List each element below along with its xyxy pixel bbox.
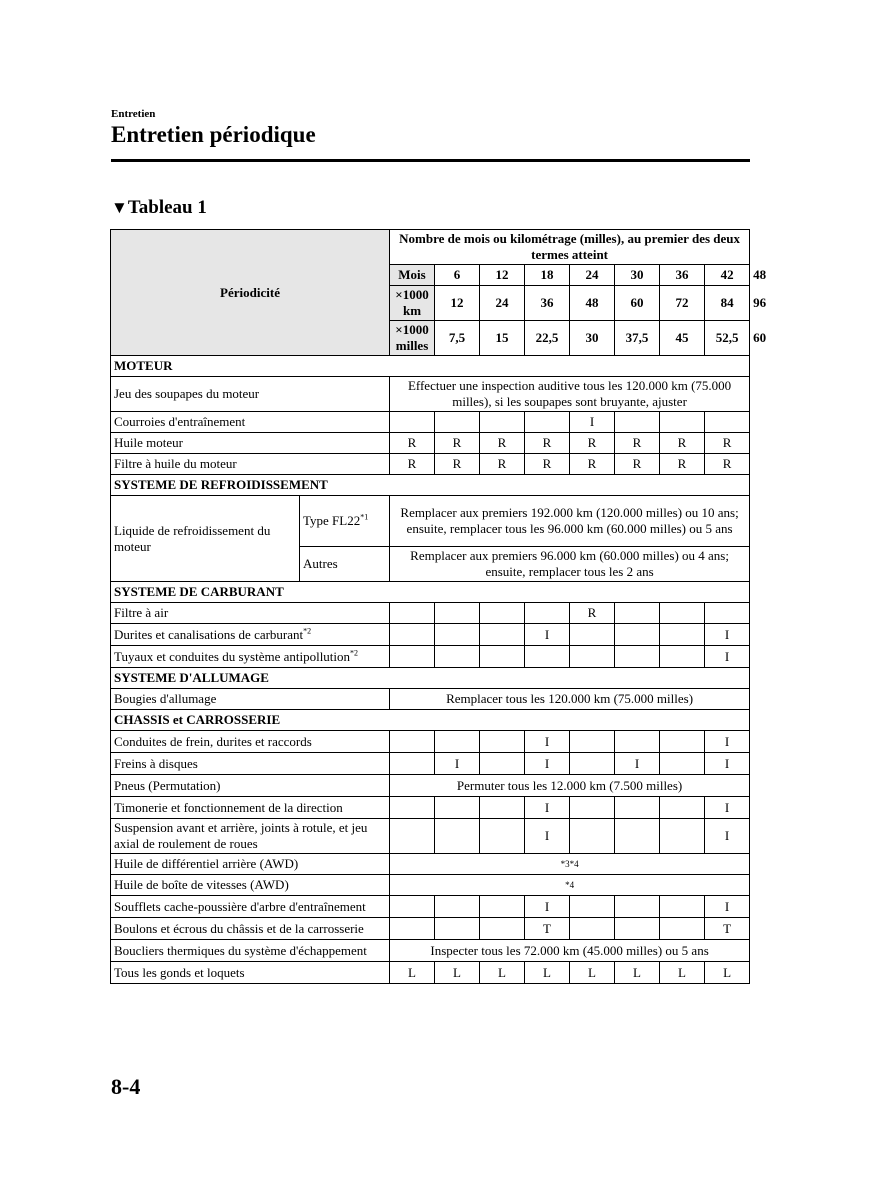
cell [570,753,615,775]
table-row [111,918,750,940]
table-row [111,962,750,984]
table-heading-text: Tableau 1 [127,197,207,218]
section-row-allumage: SYSTEME D'ALLUMAGE [111,668,750,689]
footnote-ref: *4 [390,875,750,896]
cell: R [705,433,750,454]
cell: L [435,962,480,984]
coolant-type-fl22-label: Type FL22 [303,513,361,528]
scale-cell: 12 [435,286,480,321]
cell: I [705,624,750,646]
scale-cell: 42 [705,265,750,286]
row-note: Remplacer aux premiers 192.000 km (120.000 milles) ou 10 ans; ensuite, remplacer tous les 96.000 km (60.000 milles) ou 5 ans [390,496,750,547]
scale-cell: 45 [660,321,705,356]
row-label-text: Tuyaux et conduites du système antipollution [114,648,351,664]
row-label: Jeu des soupapes du moteur [111,377,390,412]
scale-cell: Mois [390,265,435,286]
cell: R [705,454,750,475]
scale-cell: 22,5 [525,321,570,356]
cell [615,819,660,854]
cell [390,896,435,918]
row-label: Huile moteur [111,433,390,454]
row-label: Boucliers thermiques du système d'échappement [111,940,390,962]
cell [525,603,570,624]
periodicite-header: Périodicité [111,230,390,356]
cell [435,731,480,753]
cell [615,896,660,918]
scale-cell: ×1000 milles [390,321,435,356]
page-title: Entretien périodique [111,122,316,147]
scale-cell: 24 [570,265,615,286]
scale-cell: 7,5 [435,321,480,356]
table-row [111,819,750,854]
row-label: Huile de différentiel arrière (AWD) [111,854,390,875]
section-label: Entretien [111,108,156,120]
cell [480,896,525,918]
cell [390,646,435,668]
cell: I [570,412,615,433]
scale-cell: 84 [705,286,750,321]
cell: R [570,603,615,624]
cell: I [525,624,570,646]
cell: L [615,962,660,984]
scale-cell: 60 [615,286,660,321]
cell [390,731,435,753]
cell: I [525,731,570,753]
interval-header: Nombre de mois ou kilométrage (milles), au premier des deux termes atteint [390,230,750,265]
scale-cell: 36 [660,265,705,286]
cell [570,896,615,918]
cell: R [615,433,660,454]
section-row-refroidissement: SYSTEME DE REFROIDISSEMENT [111,475,750,496]
cell: I [705,753,750,775]
section-row-carburant: SYSTEME DE CARBURANT [111,582,750,603]
row-label [111,646,390,668]
cell: R [525,454,570,475]
row-label: Bougies d'allumage [111,689,390,710]
table-row [111,875,750,896]
cell: I [705,731,750,753]
row-label: Courroies d'entraînement [111,412,390,433]
row-label: Soufflets cache-poussière d'arbre d'entraînement [111,896,390,918]
table-row [111,689,750,710]
cell [615,603,660,624]
scale-cell: 12 [480,265,525,286]
cell [435,603,480,624]
cell [525,412,570,433]
cell: L [570,962,615,984]
cell [435,412,480,433]
cell: I [705,646,750,668]
cell [705,603,750,624]
cell [660,412,705,433]
cell [570,797,615,819]
row-label: Filtre à air [111,603,390,624]
cell: I [705,797,750,819]
cell [480,731,525,753]
cell [660,918,705,940]
cell: L [525,962,570,984]
cell [660,896,705,918]
row-label: Conduites de frein, durites et raccords [111,731,390,753]
cell: I [615,753,660,775]
table-row [111,854,750,875]
cell: R [660,433,705,454]
cell [705,412,750,433]
scale-cell: 72 [660,286,705,321]
table-row [111,412,750,433]
cell [390,412,435,433]
cell [660,753,705,775]
cell [615,646,660,668]
row-note: Remplacer aux premiers 96.000 km (60.000 milles) ou 4 ans; ensuite, remplacer tous les 2 ans [390,547,750,582]
cell [570,731,615,753]
row-note: Remplacer tous les 120.000 km (75.000 milles) [390,689,750,710]
cell [660,646,705,668]
table-row [111,775,750,797]
row-note: Inspecter tous les 72.000 km (45.000 milles) ou 5 ans [390,940,750,962]
triangle-down-icon: ▼ [111,198,128,217]
cell [615,624,660,646]
row-label: Tous les gonds et loquets [111,962,390,984]
cell [390,753,435,775]
cell [390,624,435,646]
scale-cell: ×1000 km [390,286,435,321]
table-row [111,624,750,646]
cell [570,646,615,668]
scale-cell: 48 [570,286,615,321]
cell [480,819,525,854]
table-row [111,646,750,668]
cell [390,797,435,819]
cell [435,918,480,940]
cell [480,646,525,668]
cell: R [390,433,435,454]
cell [615,918,660,940]
section-row-moteur: MOTEUR [111,356,750,377]
footnote-ref: *2 [303,626,312,636]
scale-cell: 52,5 [705,321,750,356]
table-row [111,940,750,962]
cell [615,412,660,433]
cell [615,731,660,753]
title-divider [111,159,750,162]
row-note: Permuter tous les 12.000 km (7.500 milles) [390,775,750,797]
cell [435,819,480,854]
cell: R [570,433,615,454]
cell: I [525,753,570,775]
cell: R [480,433,525,454]
cell [570,819,615,854]
scale-cell: 15 [480,321,525,356]
cell: R [435,454,480,475]
cell: I [435,753,480,775]
cell [480,753,525,775]
cell: L [705,962,750,984]
cell: L [390,962,435,984]
scale-row-km: ×1000 km 12 24 36 48 60 72 84 96 [111,286,750,321]
cell [570,918,615,940]
row-label: Huile de boîte de vitesses (AWD) [111,875,390,896]
cell [660,731,705,753]
row-label: Timonerie et fonctionnement de la direction [111,797,390,819]
cell: R [570,454,615,475]
cell: R [615,454,660,475]
cell [660,797,705,819]
cell [435,646,480,668]
cell [390,918,435,940]
cell [390,819,435,854]
scale-cell: 18 [525,265,570,286]
cell [390,603,435,624]
row-label [111,624,390,646]
scale-cell: 30 [615,265,660,286]
table-row [111,896,750,918]
cell: R [480,454,525,475]
scale-row-months: Mois 6 12 18 24 30 36 42 48 [111,265,750,286]
cell: I [525,819,570,854]
table-row [111,433,750,454]
cell: T [525,918,570,940]
table-heading [111,197,207,219]
cell: R [390,454,435,475]
cell [480,603,525,624]
cell: I [705,896,750,918]
cell: I [525,896,570,918]
scale-cell: 37,5 [615,321,660,356]
footnote-ref: *3*4 [390,854,750,875]
scale-cell: 30 [570,321,615,356]
scale-row-miles: ×1000 milles 7,5 15 22,5 30 37,5 45 52,5 60 [111,321,750,356]
table-row [111,454,750,475]
cell: L [660,962,705,984]
cell [480,797,525,819]
scale-cell: 24 [480,286,525,321]
coolant-type-autres: Autres [300,547,390,582]
cell [570,624,615,646]
table-row [111,603,750,624]
cell [615,797,660,819]
cell [435,624,480,646]
cell: I [525,797,570,819]
cell: L [480,962,525,984]
cell [525,646,570,668]
coolant-type-fl22 [300,496,390,547]
scale-cell: 36 [525,286,570,321]
section-row-chassis: CHASSIS et CARROSSERIE [111,710,750,731]
page-number: 8-4 [111,1074,141,1099]
cell [480,624,525,646]
cell: R [435,433,480,454]
cell [435,797,480,819]
footnote-ref: *1 [360,512,369,522]
row-label: Suspension avant et arrière, joints à rotule, et jeu axial de roulement de roues [111,819,390,854]
row-label: Freins à disques [111,753,390,775]
cell [660,624,705,646]
cell [435,896,480,918]
table-row [111,753,750,775]
row-label-text: Durites et canalisations de carburant [114,626,304,642]
cell [660,819,705,854]
cell [480,412,525,433]
cell: I [705,819,750,854]
row-label: Liquide de refroidissement du moteur [111,496,300,582]
cell: R [660,454,705,475]
scale-cell: 6 [435,265,480,286]
table-row [111,731,750,753]
maintenance-table [110,229,767,984]
cell: R [525,433,570,454]
cell [480,918,525,940]
footnote-ref: *2 [350,648,359,658]
cell [660,603,705,624]
row-note: Effectuer une inspection auditive tous les 120.000 km (75.000 milles), si les soupapes sont bruyante, ajuster [390,377,750,412]
cell: T [705,918,750,940]
row-label: Filtre à huile du moteur [111,454,390,475]
row-label: Pneus (Permutation) [111,775,390,797]
row-label: Boulons et écrous du châssis et de la carrosserie [111,918,390,940]
table-row [111,797,750,819]
